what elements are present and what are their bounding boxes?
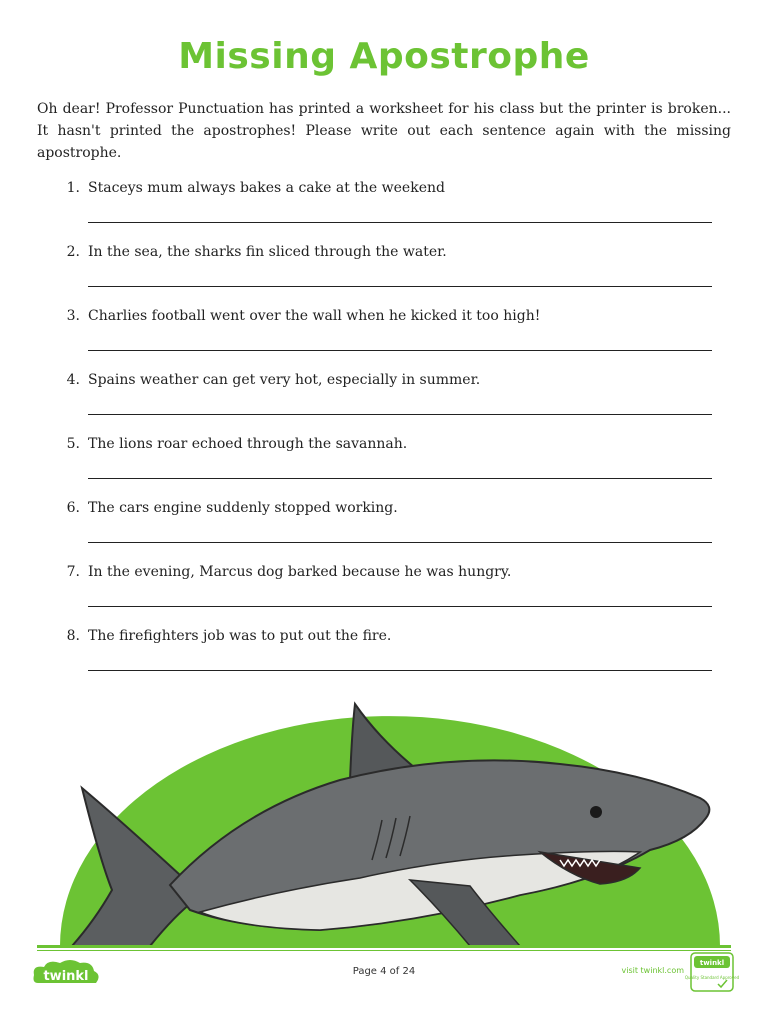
answer-line[interactable]	[88, 414, 712, 415]
question-text: Staceys mum always bakes a cake at the weekend	[88, 180, 445, 196]
logo-text: twinkl	[43, 969, 89, 984]
question-number: 7.	[66, 564, 80, 580]
shark-illustration	[0, 690, 768, 946]
question-text: Charlies football went over the wall when he kicked it too high!	[88, 308, 541, 324]
answer-line[interactable]	[88, 350, 712, 351]
instructions: Oh dear! Professor Punctuation has printed a worksheet for his class but the printer is broken... It hasn't printed the apostrophes! Please write out each sentence again with the missing apostrophe.	[37, 101, 731, 161]
shark-eye	[590, 806, 602, 818]
question-item	[0, 304, 768, 364]
question-number: 1.	[66, 180, 80, 196]
answer-line[interactable]	[88, 670, 712, 671]
question-number: 2.	[66, 244, 80, 260]
answer-line[interactable]	[88, 478, 712, 479]
question-item	[0, 496, 768, 556]
question-item	[0, 624, 768, 684]
question-text: Spains weather can get very hot, especially in summer.	[88, 372, 481, 388]
badge-title: twinkl	[699, 959, 725, 967]
question-item	[0, 176, 768, 236]
quality-standard-badge-icon	[684, 952, 740, 992]
answer-line[interactable]	[88, 606, 712, 607]
question-text: The firefighters job was to put out the fire.	[88, 628, 392, 644]
answer-line[interactable]	[88, 542, 712, 543]
question-item	[0, 560, 768, 620]
question-text: In the sea, the sharks fin sliced through the water.	[88, 244, 447, 260]
badge-subtitle: Quality Standard Approved	[684, 975, 740, 980]
answer-line[interactable]	[88, 286, 712, 287]
question-number: 5.	[66, 436, 80, 452]
question-text: The cars engine suddenly stopped working.	[88, 500, 398, 516]
question-text: The lions roar echoed through the savannah.	[88, 436, 408, 452]
question-item	[0, 432, 768, 492]
question-item	[0, 368, 768, 428]
question-number: 4.	[66, 372, 80, 388]
page-number: Page 4 of 24	[352, 966, 416, 977]
question-number: 6.	[66, 500, 80, 516]
question-item	[0, 240, 768, 300]
question-number: 3.	[66, 308, 80, 324]
footer-rule-thin	[37, 950, 731, 951]
visit-link[interactable]: visit twinkl.com	[621, 966, 684, 975]
question-number: 8.	[66, 628, 80, 644]
footer-rule	[37, 945, 731, 948]
page-title: Missing Apostrophe	[178, 36, 590, 77]
question-text: In the evening, Marcus dog barked because he was hungry.	[88, 564, 512, 580]
answer-line[interactable]	[88, 222, 712, 223]
